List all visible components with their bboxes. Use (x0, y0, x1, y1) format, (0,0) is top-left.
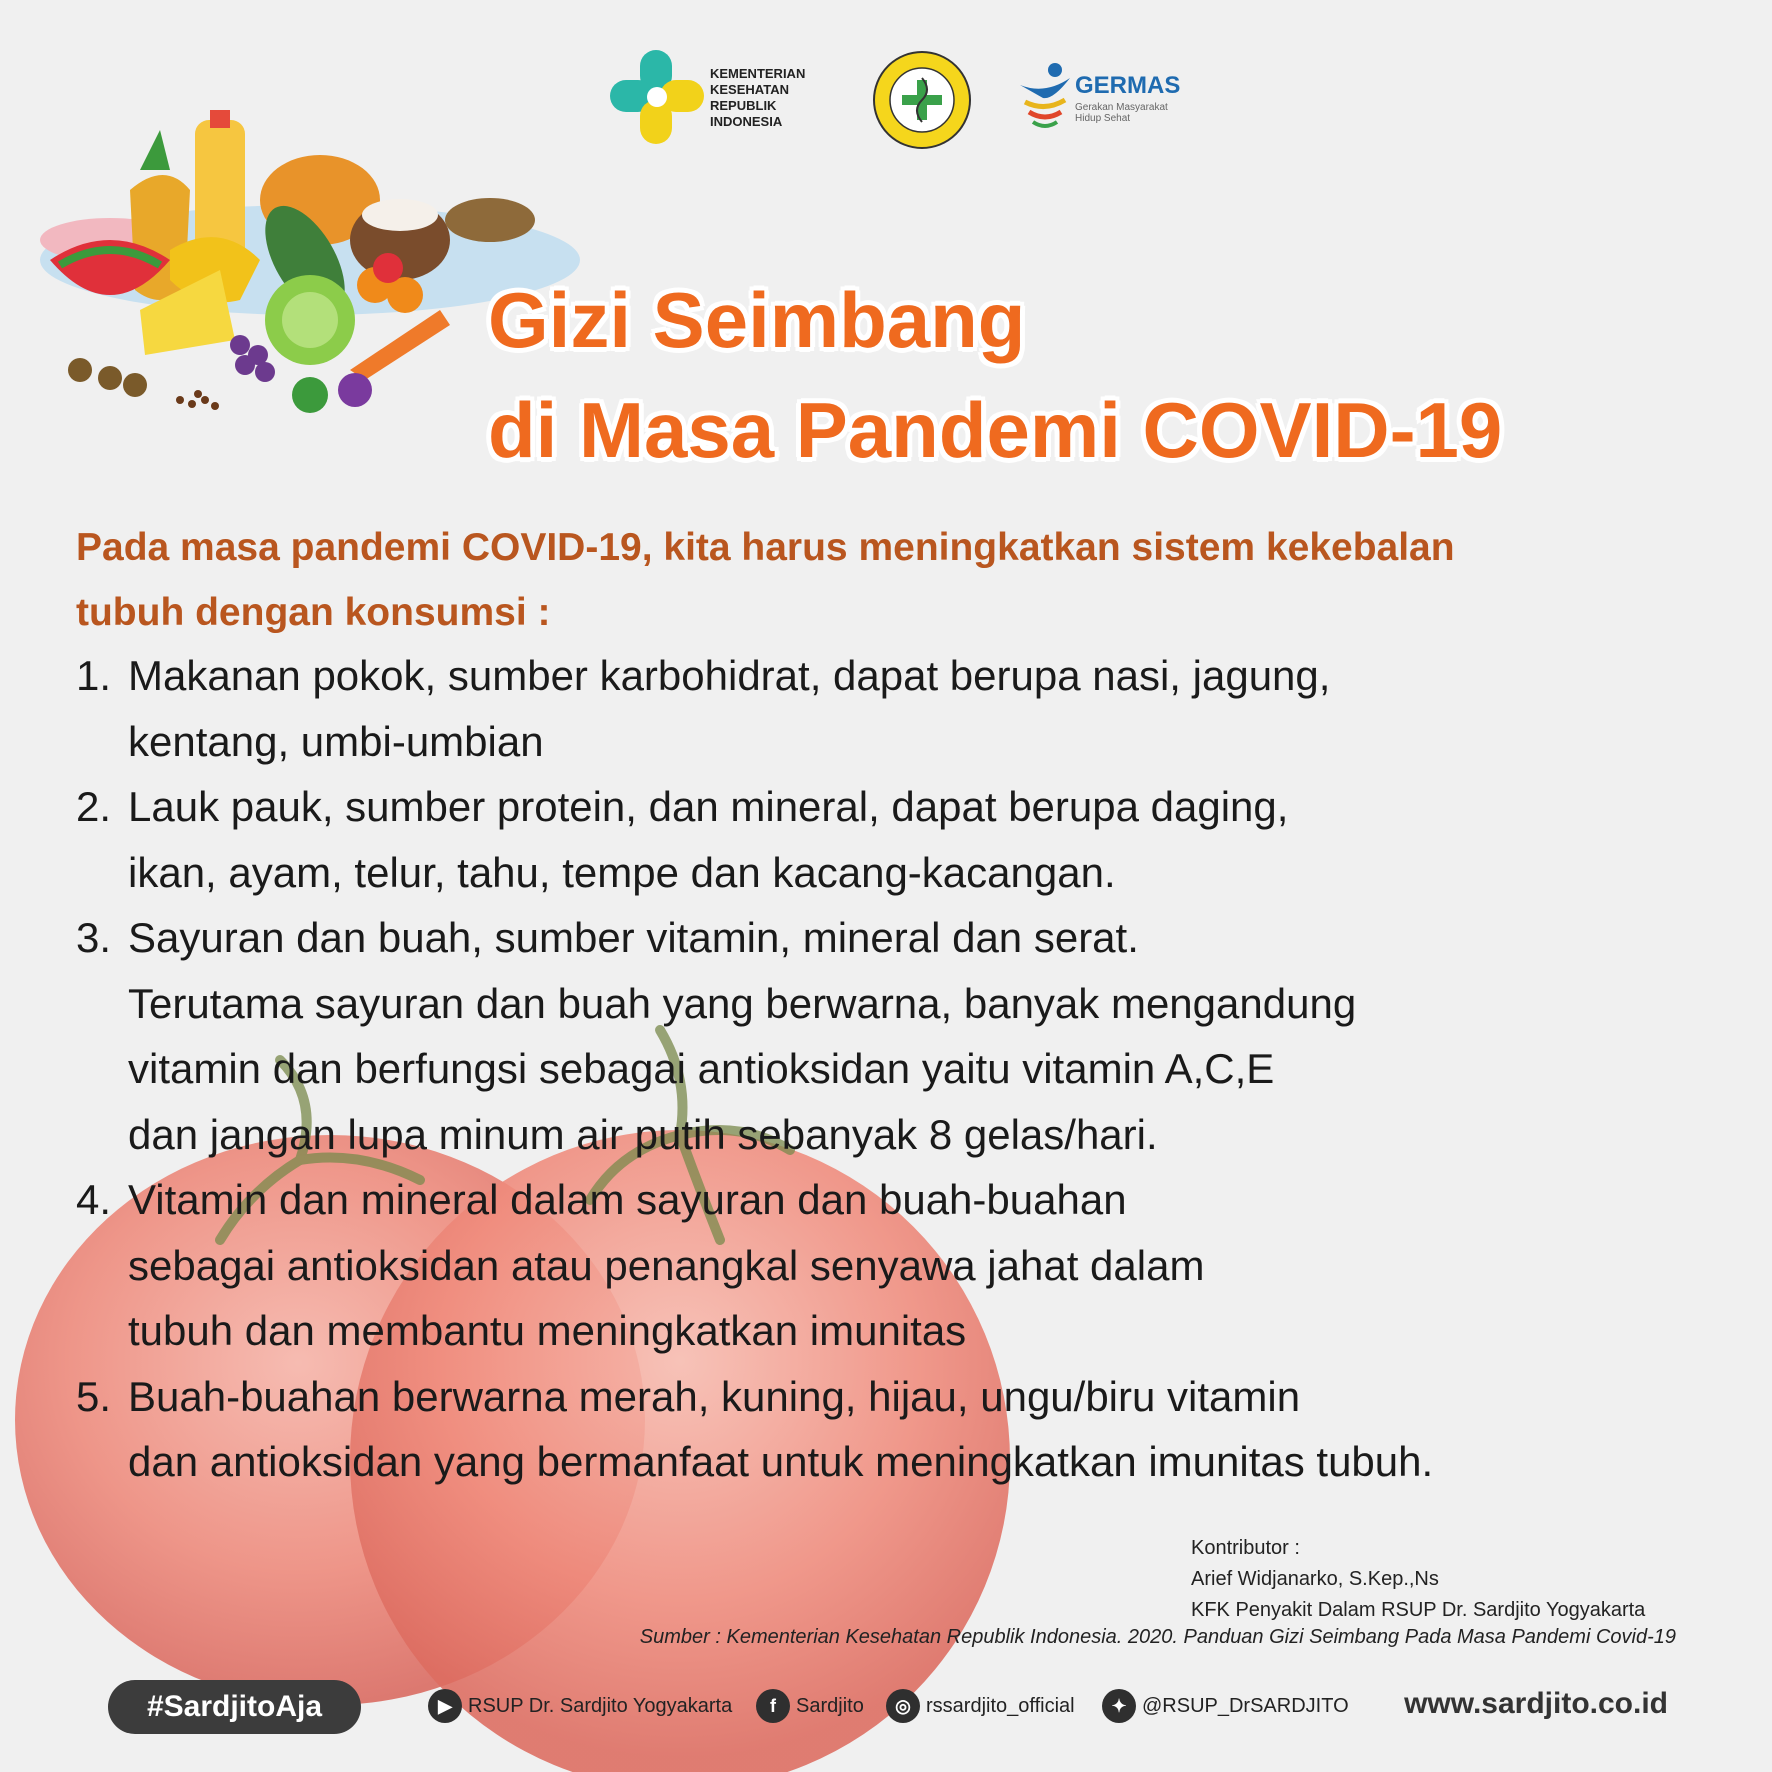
contributor-affiliation: KFK Penyakit Dalam RSUP Dr. Sardjito Yogyakarta (1191, 1599, 1646, 1621)
footer (0, 1675, 1772, 1735)
instagram-label: rssardjito_official (926, 1694, 1075, 1717)
list-line: sebagai antioksidan atau penangkal senyawa jahat dalam (128, 1241, 1205, 1289)
germas-logo (1015, 50, 1185, 150)
twitter-icon: ✦ (1102, 1689, 1136, 1723)
youtube-label: RSUP Dr. Sardjito Yogyakarta (468, 1694, 733, 1717)
list-number: 2. (76, 783, 112, 830)
website-link[interactable]: www.sardjito.co.id (1404, 1687, 1668, 1720)
sardjito-seal-icon (872, 50, 972, 150)
partner-logos (610, 50, 1180, 150)
facebook-link[interactable] (756, 1689, 864, 1723)
kemenkes-logo (610, 50, 820, 150)
list-line: Terutama sayuran dan buah yang berwarna, banyak mengandung (128, 979, 1357, 1027)
list-number: 4. (76, 1176, 112, 1223)
intro-line-2: tubuh dengan konsumsi : (76, 591, 551, 634)
germas-subtitle (1075, 102, 1168, 124)
list-line: Buah-buahan berwarna merah, kuning, hijau, ungu/biru vitamin (128, 1372, 1301, 1420)
intro-line-1: Pada masa pandemi COVID-19, kita harus meningkatkan sistem kekebalan (76, 526, 1455, 569)
list-line: tubuh dan membantu meningkatkan imunitas (128, 1307, 967, 1354)
instagram-icon: ◎ (886, 1689, 920, 1723)
youtube-link[interactable] (428, 1689, 732, 1723)
contributor-block (1191, 1533, 1645, 1626)
source-citation: Sumber : Kementerian Kesehatan Republik Indonesia. 2020. Panduan Gizi Seimbang Pada Masa Pandemi Covid-19 (639, 1626, 1676, 1648)
list-number: 5. (76, 1372, 112, 1420)
list-item-1 (76, 643, 1736, 774)
germas-title: GERMAS (1075, 72, 1181, 99)
list-line: dan jangan lupa minum air putih sebanyak 8 gelas/hari. (128, 1110, 1158, 1158)
kemenkes-line-1: KEMENTERIAN (710, 66, 806, 81)
list-item-4 (76, 1167, 1736, 1364)
list-line: dan antioksidan yang bermanfaat untuk meningkatkan imunitas tubuh. (128, 1438, 1434, 1485)
hashtag-badge[interactable]: #SardjitoAja (108, 1680, 361, 1734)
contributor-name: Arief Widjanarko, S.Kep.,Ns (1191, 1568, 1439, 1590)
germas-subtitle-line-1: Gerakan Masyarakat (1075, 102, 1168, 113)
nutrition-list (76, 643, 1736, 1495)
youtube-icon: ▶ (428, 1689, 462, 1723)
list-number: 1. (76, 652, 112, 699)
kemenkes-line-2: KESEHATAN (710, 82, 789, 97)
kemenkes-line-3: REPUBLIK (710, 98, 777, 113)
facebook-icon: f (756, 1689, 790, 1723)
contributor-label: Kontributor : (1191, 1537, 1300, 1559)
list-item-3 (76, 905, 1736, 1167)
title-line-1: Gizi Seimbang (488, 276, 1026, 364)
twitter-label: @RSUP_DrSARDJITO (1142, 1694, 1349, 1717)
kemenkes-line-4: INDONESIA (710, 114, 783, 129)
list-line: vitamin dan berfungsi sebagai antioksidan yaitu vitamin A,C,E (128, 1045, 1275, 1092)
intro-text (76, 515, 1716, 645)
kemenkes-logo-text (710, 66, 805, 130)
kemenkes-logo-icon (610, 50, 706, 150)
list-line: Sayuran dan buah, sumber vitamin, mineral dan serat. (128, 914, 1139, 961)
facebook-label: Sardjito (796, 1694, 864, 1717)
list-item-2 (76, 774, 1736, 905)
twitter-link[interactable] (1102, 1689, 1349, 1723)
list-line: Makanan pokok, sumber karbohidrat, dapat berupa nasi, jagung, (128, 652, 1331, 699)
list-item-5 (76, 1364, 1736, 1495)
list-line: Lauk pauk, sumber protein, dan mineral, dapat berupa daging, (128, 783, 1289, 830)
list-line: ikan, ayam, telur, tahu, tempe dan kacang-kacangan. (128, 848, 1116, 896)
germas-subtitle-line-2: Hidup Sehat (1075, 113, 1131, 124)
list-line: kentang, umbi-umbian (128, 717, 544, 765)
instagram-link[interactable] (886, 1689, 1075, 1723)
list-number: 3. (76, 914, 112, 961)
list-line: Vitamin dan mineral dalam sayuran dan buah-buahan (128, 1176, 1127, 1223)
title-line-2: di Masa Pandemi COVID-19 (488, 386, 1503, 474)
page-title (488, 265, 1502, 485)
germas-logo-icon (1015, 50, 1075, 150)
